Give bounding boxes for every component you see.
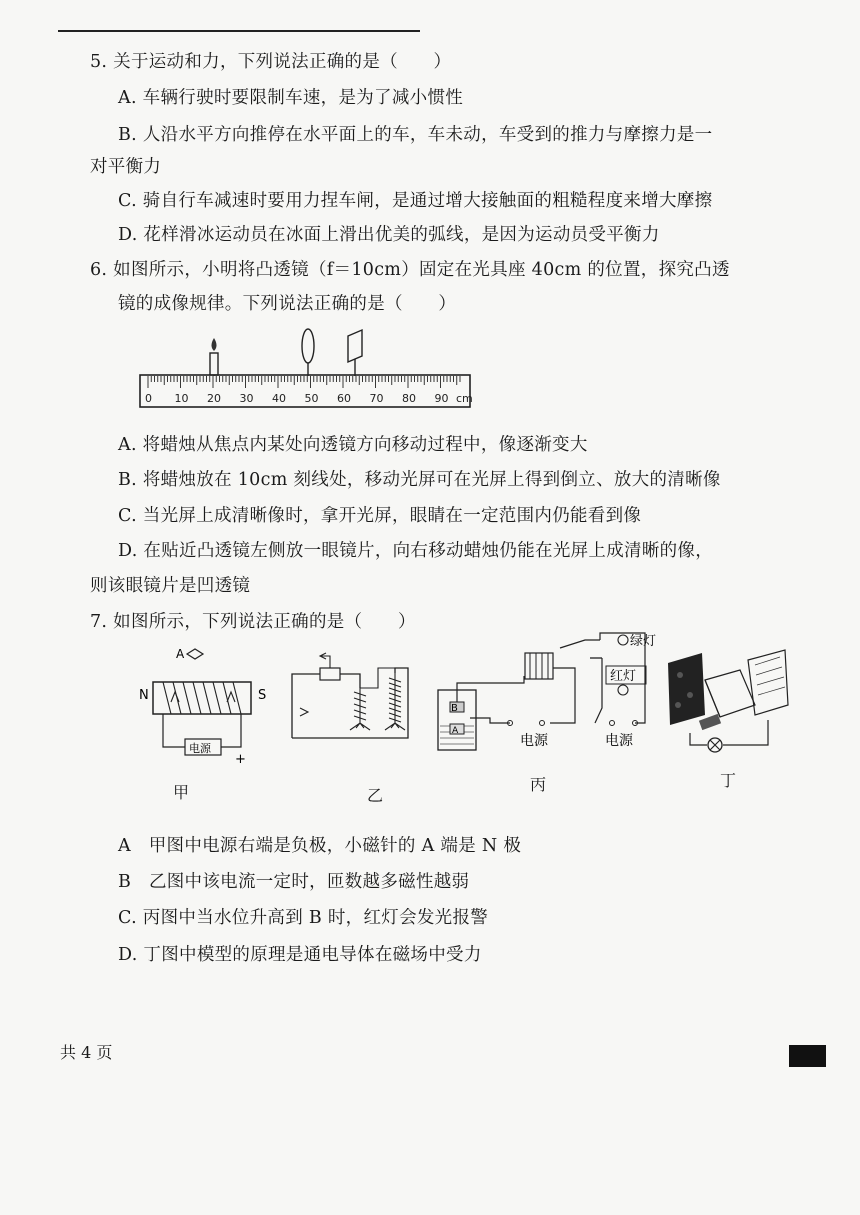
electromagnet-right	[385, 673, 405, 730]
power-label-1: 电源	[520, 733, 548, 749]
power-label-2: 电源	[605, 733, 633, 749]
figure-jia-caption: 甲	[173, 783, 190, 802]
compass-needle-icon	[187, 649, 203, 659]
pole-s-label: S	[258, 688, 267, 703]
candle-icon	[210, 338, 218, 376]
figure-bing-caption: 丙	[530, 775, 547, 794]
q5-option-b: B. 人沿水平方向推停在水平面上的车，车未动，车受到的推力与摩擦力是一	[118, 125, 713, 145]
q6-option-d-cont: 则该眼镜片是凹透镜	[90, 576, 251, 596]
electromagnet-left	[350, 688, 370, 730]
iron-core	[153, 682, 251, 714]
q7-option-d: D. 丁图中模型的原理是通电导体在磁场中受力	[118, 945, 482, 965]
ruler-label: cm	[456, 392, 473, 405]
red-lamp-label: 红灯	[610, 669, 637, 684]
q5-option-b-cont: 对平衡力	[90, 157, 162, 177]
coil	[163, 682, 241, 714]
ruler-label: 0	[145, 392, 152, 405]
q6-option-b: B. 将蜡烛放在 10cm 刻线处，移动光屏可在光屏上得到倒立、放大的清晰像	[118, 470, 721, 490]
scan-marker	[789, 1045, 826, 1067]
q5-option-d: D. 花样滑冰运动员在冰面上滑出优美的弧线，是因为运动员受平衡力	[118, 225, 660, 245]
commutator	[699, 714, 721, 730]
q7-option-a: A 甲图中电源右端是负极，小磁针的 A 端是 N 极	[118, 836, 522, 856]
q6-stem-cont: 镜的成像规律。下列说法正确的是（ ）	[118, 294, 457, 314]
green-lamp-icon	[618, 635, 628, 645]
red-lamp-icon	[618, 685, 628, 695]
ruler-label: 30	[239, 392, 254, 405]
ruler-label: 40	[272, 392, 286, 405]
q5-option-a: A. 车辆行驶时要限制车速，是为了减小惯性	[118, 88, 464, 108]
light-screen-icon	[348, 330, 362, 376]
figure-bing	[430, 628, 660, 758]
q7-option-b: B 乙图中该电流一定时，匝数越多磁性越弱	[118, 872, 470, 892]
plus-sign-label: +	[235, 752, 246, 767]
ruler-label: 80	[402, 392, 416, 405]
q6-option-a: A. 将蜡烛从焦点内某处向透镜方向移动过程中，像逐渐变大	[118, 435, 588, 455]
figure-jia	[135, 642, 270, 767]
svg-text:A: A	[452, 726, 459, 736]
magnet-n-pole	[668, 653, 705, 725]
q7-option-c: C. 丙图中当水位升高到 B 时，红灯会发光报警	[118, 908, 489, 928]
figure-ding-caption: 丁	[720, 771, 737, 790]
q6-option-d: D. 在贴近凸透镜左侧放一眼镜片，向右移动蜡烛仍能在光屏上成清晰的像，	[118, 541, 714, 561]
q5-stem: 5. 关于运动和力，下列说法正确的是（ ）	[90, 52, 452, 72]
figure-ding	[660, 645, 790, 760]
svg-text:B: B	[451, 703, 458, 714]
figure-yi	[290, 648, 415, 753]
ruler-label: 10	[174, 392, 189, 405]
ruler-label: 60	[337, 392, 351, 405]
page-count: 共 4 页	[60, 1043, 113, 1062]
header-rule	[58, 30, 420, 32]
ruler-label: 90	[434, 392, 449, 405]
green-lamp-label: 绿灯	[630, 634, 657, 649]
q6-option-c: C. 当光屏上成清晰像时，拿开光屏，眼睛在一定范围内仍能看到像	[118, 506, 642, 526]
ruler-label: 50	[304, 392, 319, 405]
needle-a-label: A	[176, 647, 185, 661]
convex-lens-icon	[302, 329, 314, 376]
pole-n-label: N	[139, 688, 149, 703]
q6-stem: 6. 如图所示，小明将凸透镜（f＝10cm）固定在光具座 40cm 的位置，探究凸透	[90, 260, 730, 280]
rheostat-icon	[320, 668, 340, 680]
q5-option-c: C. 骑自行车减速时要用力捏车闸，是通过增大接触面的粗糙程度来增大摩擦	[118, 191, 713, 211]
figure-yi-caption: 乙	[367, 786, 384, 805]
ruler-label: 70	[369, 392, 384, 405]
current-arrow-icon	[300, 708, 308, 716]
q7-stem: 7. 如图所示，下列说法正确的是（ ）	[90, 612, 416, 632]
relay-armature	[560, 640, 600, 648]
coil-frame	[705, 670, 755, 717]
power-label: 电源	[189, 742, 211, 755]
ruler-label: 20	[207, 392, 221, 405]
optical-bench-figure	[130, 318, 475, 413]
relay-coil	[525, 653, 553, 679]
